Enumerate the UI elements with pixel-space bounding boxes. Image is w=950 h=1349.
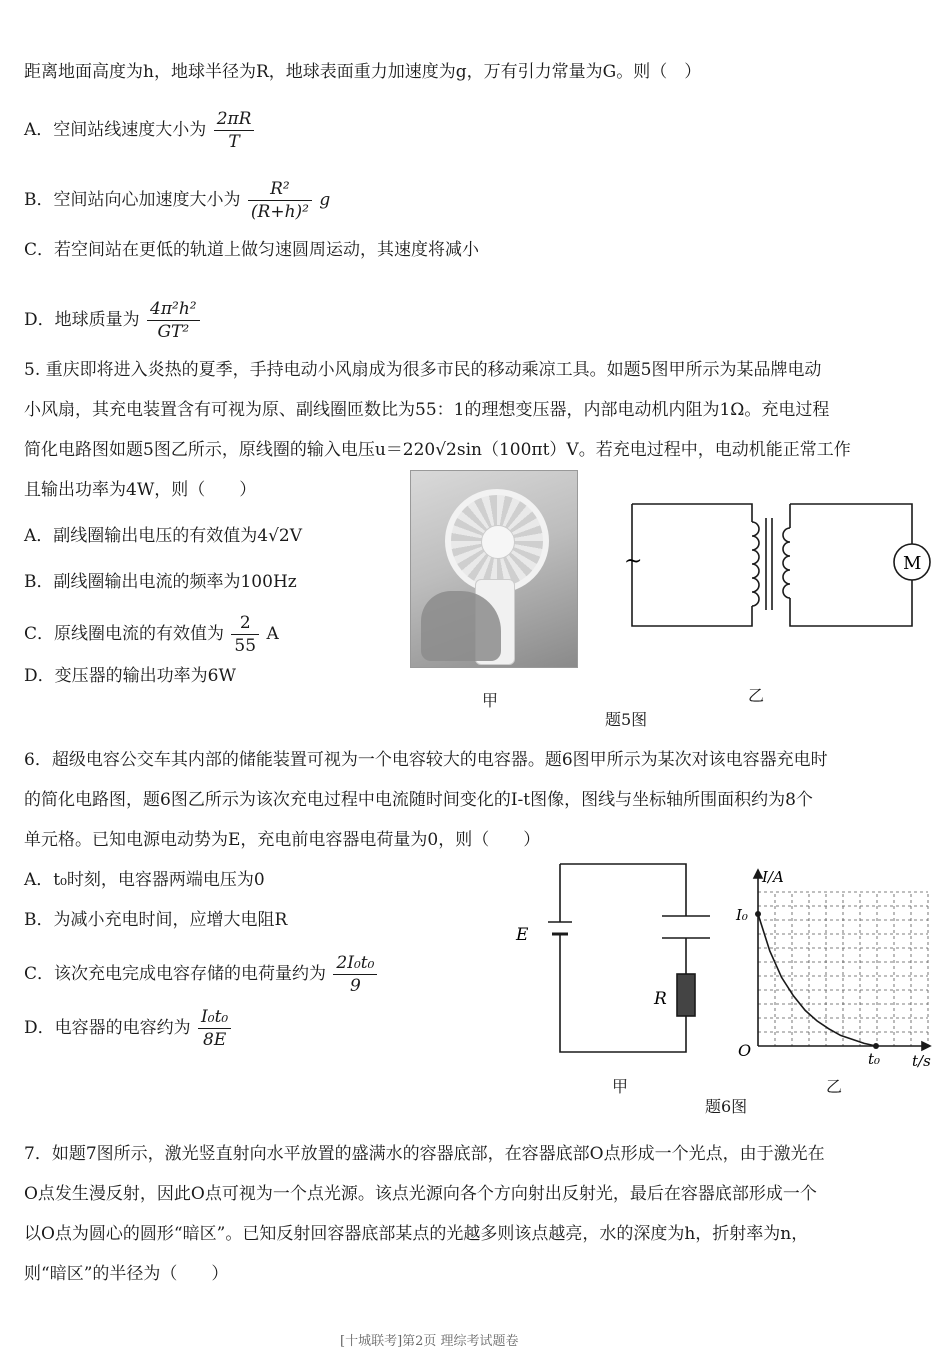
q5-line-3: 简化电路图如题5图乙所示，原线圈的输入电压u＝220√2sin（100πt）V。若充电过程中，电动机能正常工作 — [24, 440, 851, 460]
motor-label: M — [903, 553, 922, 574]
q4-option-c: C．若空间站在更低的轨道上做匀速圆周运动，其速度将减小 — [24, 240, 480, 260]
q7-line-1: 7．如题7图所示，激光竖直射向水平放置的盛满水的容器底部，在容器底部O点形成一个光点，由于激光在 — [24, 1144, 825, 1164]
y-axis-label: I/A — [762, 868, 784, 886]
t0-point — [873, 1043, 879, 1049]
transformer-circuit — [620, 492, 940, 642]
q4-d-text: D．地球质量为 — [24, 310, 140, 330]
q5-option-d: D．变压器的输出功率为6W — [24, 666, 236, 686]
q6-d-text: D．电容器的电容约为 — [24, 1018, 191, 1038]
hand-icon — [421, 591, 501, 661]
t0-label: t₀ — [868, 1050, 881, 1068]
q5-caption-left: 甲 — [482, 691, 499, 710]
fan-photo — [410, 470, 578, 668]
q5-line-1: 5. 重庆即将进入炎热的夏季，手持电动小风扇成为很多市民的移动乘凉工具。如题5图甲所示为某品牌电动 — [24, 360, 822, 380]
rc-circuit — [512, 858, 712, 1058]
i0-point — [755, 911, 761, 917]
resistor-label: R — [654, 989, 667, 1009]
q4-stem: 距离地面高度为h，地球半径为R，地球表面重力加速度为g，万有引力常量为G。则（ ） — [24, 62, 702, 82]
q5-option-c: C．原线圈电流的有效值为 $\frac{2}{55}$ A — [24, 613, 279, 656]
i0-label: I₀ — [736, 906, 748, 924]
decay-curve — [758, 914, 876, 1046]
q4-a-fraction: $\frac{2\pi R}{T}$ — [214, 108, 255, 153]
q6-line-3: 单元格。已知电源电动势为E，充电前电容器电荷量为0，则（ ） — [24, 830, 541, 850]
page-footer: [十城联考]第2页 理综考试题卷 — [340, 1334, 519, 1349]
q4-option-d — [24, 298, 202, 343]
q6-figure-title: 题6图 — [705, 1097, 748, 1116]
q6-c-fraction: $\frac{\text{2I₀t₀}}{9}$ — [333, 952, 377, 997]
q4-a-text: A．空间站线速度大小为 — [24, 120, 207, 140]
q6-option-b: B．为减小充电时间，应增大电阻R — [24, 910, 288, 930]
q6-option-a: A．t₀时刻，电容器两端电压为0 — [24, 870, 265, 890]
q6-option-d — [24, 1006, 233, 1051]
q6-caption-right: 乙 — [826, 1077, 843, 1096]
q6-caption-left: 甲 — [612, 1077, 629, 1096]
q6-option-c — [24, 952, 379, 997]
q7-line-4: 则“暗区”的半径为（ ） — [24, 1264, 229, 1284]
q4-d-fraction: $\frac{\text{4π²h²}}{\text{GT²}}$ — [147, 298, 200, 343]
q6-c-text: C．该次充电完成电容存储的电荷量约为 — [24, 964, 327, 984]
q5-option-a: A．副线圈输出电压的有效值为4√2V — [24, 526, 303, 546]
x-axis-label: t/s — [912, 1052, 931, 1070]
q6-d-fraction: $\frac{\text{I₀t₀}}{8E}$ — [198, 1006, 231, 1051]
y-arrow-icon — [754, 870, 762, 878]
q5-figure-title: 题5图 — [605, 710, 648, 729]
fan-hub-icon — [481, 525, 515, 559]
q4-option-a — [24, 108, 256, 153]
source-label: E — [516, 925, 529, 945]
q7-line-2: O点发生漫反射，因此O点可视为一个点光源。该点光源向各个方向射出反射光，最后在容器底部形成一个 — [24, 1184, 817, 1204]
q6-line-1: 6．超级电容公交车其内部的储能装置可视为一个电容较大的电容器。题6图甲所示为某次对该电容器充电时 — [24, 750, 828, 770]
q5-caption-right: 乙 — [748, 686, 765, 705]
q4-b-text: B．空间站向心加速度大小为 — [24, 190, 241, 210]
x-arrow-icon — [922, 1042, 930, 1050]
q5-c-text: C．原线圈电流的有效值为 — [24, 624, 225, 644]
q5-line-4: 且输出功率为4W，则（ ） — [24, 480, 257, 500]
q5-line-2: 小风扇，其充电装置含有可视为原、副线圈匝数比为55：1的理想变压器，内部电动机内阻为1Ω。充电过程 — [24, 400, 830, 420]
q4-option-b: B．空间站向心加速度大小为 $\frac{\text{R²}}{\text{(R+h)²}}$ g — [24, 179, 331, 222]
q5-c-fraction: $\frac{2}{55}$ — [231, 612, 259, 657]
q4-b-fraction: $\frac{\text{R²}}{\text{(R+h)²}}$ — [248, 178, 312, 223]
i-t-graph — [730, 860, 940, 1080]
ac-source-icon: ~ — [624, 549, 643, 574]
q7-line-3: 以O点为圆心的圆形“暗区”。已知反射回容器底部某点的光越多则该点越亮，水的深度为h，折射率为n， — [24, 1224, 809, 1244]
q5-option-b: B．副线圈输出电流的频率为100Hz — [24, 572, 297, 592]
q6-line-2: 的简化电路图，题6图乙所示为该次充电过程中电流随时间变化的I-t图像，图线与坐标轴所围面积约为8个 — [24, 790, 813, 810]
origin-label: O — [738, 1041, 752, 1060]
